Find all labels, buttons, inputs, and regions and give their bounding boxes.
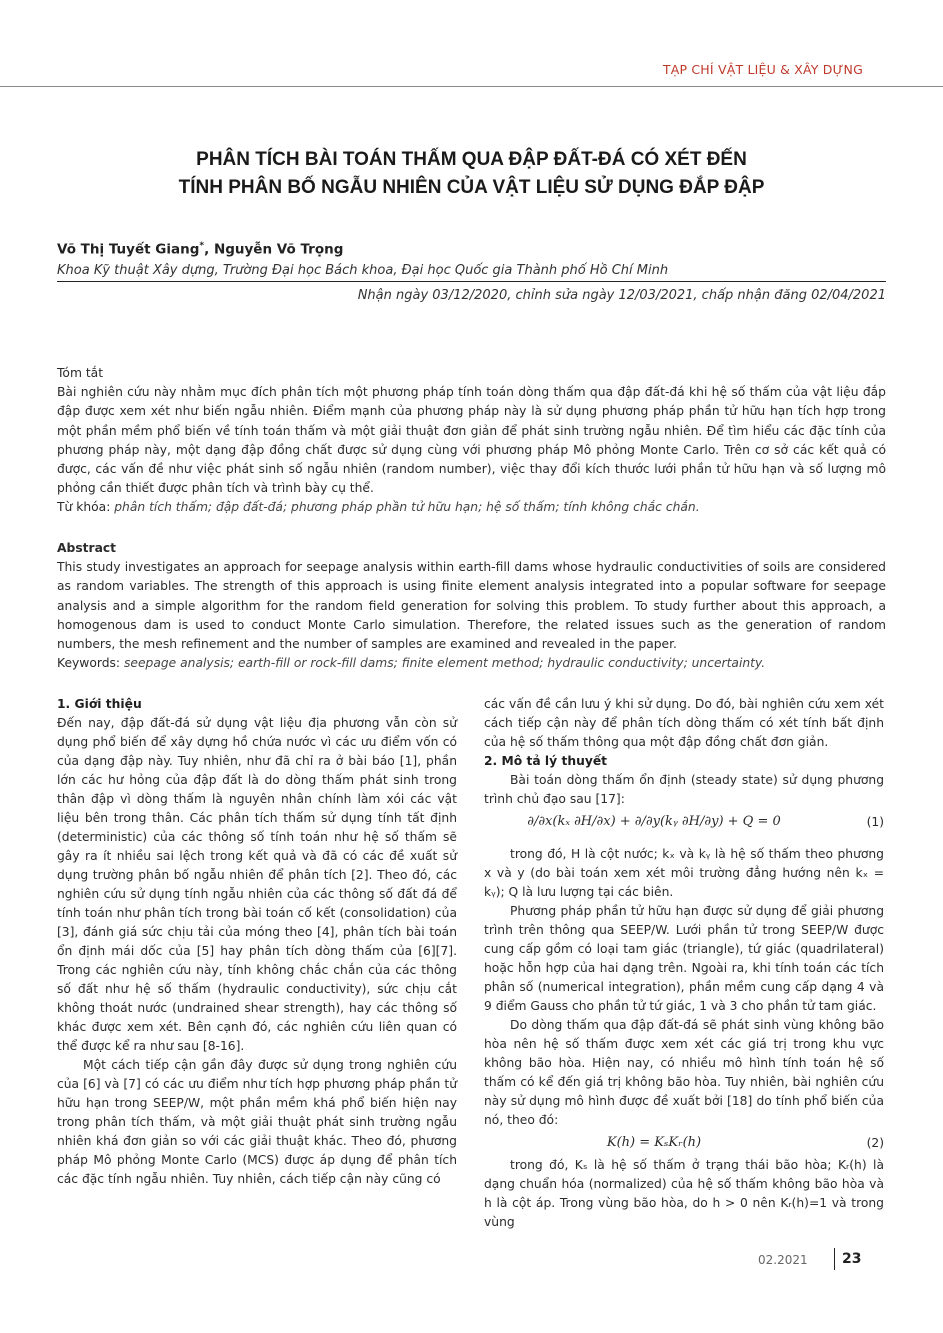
intro-paragraph-1: Đến nay, đập đất-đá sử dụng vật liệu địa phương vẫn còn sử dụng phổ biến để xây dựng hồ chứa nước vì các ưu điểm vốn có của dạng đập này. Tuy nhiên, như đã chỉ ra ở bài báo [1], phần lớn các hư hỏng của đập đất là do dòng thấm phát sinh trong thân đập vì dòng thấm là nguyên nhân chính làm xói các vật liệu bên trong thân. Các phân tích thấm sử dụng tính tất định (deterministic) của các thông số tính toán như hệ số thấm sẽ gây ra ít nhiều sai lệch trong kết quả và đã có các đề xuất sử dụng trường phân bố ngẫu nhiên để phân tích [2]. Theo đó, các nghiên cứu sử dụng tính ngẫu nhiên của các thông số đất đá để tính toán như phân tích trong bài toán cố kết (consolidation) của [3], đánh giá sức chịu tải của móng theo [4], phân tích bài toán ổn định mái dốc của [5] hay phân tích dòng thấm của [6][7]. Trong các nghiên cứu này, tính không chắc chắn của các thông số đất như hệ số thấm (hydraulic conductivity), sức chịu cắt không thoát nước (undrained shear strength), hay các thông số khác được xem xét. Bên cạnh đó, các nghiên cứu liên quan có thể được kể ra như sau [8-16]. — [57, 716, 457, 1053]
equation-2-number: (2) — [866, 1136, 884, 1150]
summary-body: Bài nghiên cứu này nhằm mục đích phân tích một phương pháp tính toán dòng thấm qua đập đất-đá khi hệ số thấm của vật liệu đắp đập được xem xét như biến ngẫu nhiên. Điểm mạnh của phương pháp này là sử dụng phương pháp phần tử hữu hạn tích hợp trong một phần mềm phổ biến về tính toán thấm và một giải thuật đơn giản để phát sinh trường ngẫu nhiên. Để tìm hiểu các đặc tính của phương pháp này, một dạng đập đồng chất được sử dụng cùng với phương pháp Mô phỏng Monte Carlo. Trên cơ sở các kết quả có được, các vấn đề như việc phát sinh số ngẫu nhiên (random number), việc thay đổi kích thước lưới phần tử hữu hạn và số lượng mô phỏng cần thiết được phân tích và trình bày cụ thể. — [57, 385, 886, 496]
equation-1-explanation: trong đó, H là cột nước; kₓ và kᵧ là hệ số thấm theo phương x và y (do bài toán xem xét môi trường đẳng hướng nên kₓ = kᵧ); Q là lưu lượng tại các biên. — [484, 847, 884, 899]
saturation-paragraph: Do dòng thấm qua đập đất-đá sẽ phát sinh vùng không bão hòa nên hệ số thấm được xem xét các giá trị trong khu vực không bão hòa. Hiện nay, có nhiều mô hình tính toán hệ số thấm có kể đến giá trị không bão hòa. Tuy nhiên, bài nghiên cứu này sử dụng mô hình được đề xuất bởi [18] do tính phổ biến của nó, theo đó: — [484, 1018, 884, 1127]
keywords-vi — [57, 498, 886, 517]
footer-issue: 02.2021 — [758, 1253, 808, 1267]
article-title — [60, 146, 883, 202]
abstract-en — [57, 539, 886, 673]
abstract-body: This study investigates an approach for seepage analysis within earth-fill dams whose hydraulic conductivities of soils are considered as random variables. The strength of this approach is using finite element analysis integrated into a popular software for seepage analysis and a simple algorithm for the random field generation for solving this problem. To study further about this approach, a homogenous dam is used to conduct Monte Carlo simulation. Therefore, the related issues such as the generation of random numbers, the mesh refinement and the number of samples are examined and revealed in the paper. — [57, 560, 886, 652]
theory-intro: Bài toán dòng thấm ổn định (steady state) sử dụng phương trình chủ đạo sau [17]: — [484, 773, 884, 806]
submission-dates: Nhận ngày 03/12/2020, chỉnh sửa ngày 12/03/2021, chấp nhận đăng 02/04/2021 — [357, 288, 886, 303]
summary-vi — [57, 364, 886, 518]
intro-paragraph-2: Một cách tiếp cận gần đây được sử dụng trong nghiên cứu của [6] và [7] có các ưu điểm như tích hợp phương pháp phần tử hữu hạn trong SEEP/W, một phần mềm khá phổ biến hiện nay trong phân tích thấm, và một giải thuật phát sinh trường ngẫu nhiên khá đơn giản so với các giải thuật khác. Theo đó, phương pháp Mô phỏng Monte Carlo (MCS) được áp dụng để phân tích các đặc tính ngẫu nhiên. Tuy nhiên, cách tiếp cận này cũng có — [57, 1058, 457, 1186]
equation-1-number: (1) — [866, 815, 884, 829]
intro-paragraph-cont: các vấn đề cần lưu ý khi sử dụng. Do đó, bài nghiên cứu xem xét cách tiếp cận này để phân tích dòng thấm có xét tính bất định của hệ số thấm thông qua một đập đồng chất đơn giản. — [484, 697, 884, 749]
left-column — [57, 695, 457, 1189]
keywords-vi-text: phân tích thấm; đập đất-đá; phương pháp phần tử hữu hạn; hệ số thấm; tính không chắc chắn. — [114, 500, 700, 515]
section-1-title: 1. Giới thiệu — [57, 697, 142, 711]
equation-2-body: K(h) = KₛKᵣ(h) — [606, 1135, 702, 1150]
footer-divider — [834, 1248, 835, 1270]
summary-heading: Tóm tắt — [57, 366, 104, 380]
page-number: 23 — [842, 1251, 862, 1267]
author-2: Nguyễn Võ Trọng — [213, 241, 344, 258]
header-divider — [0, 86, 943, 87]
abstract-heading: Abstract — [57, 541, 117, 555]
keywords-en-label: Keywords: — [57, 656, 124, 671]
author-list — [57, 241, 343, 258]
equation-1 — [484, 809, 884, 835]
title-line-1: PHÂN TÍCH BÀI TOÁN THẤM QUA ĐẬP ĐẤT-ĐÁ CÓ XÉT ĐẾN — [196, 149, 747, 170]
author-separator: , — [204, 241, 214, 258]
equation-2 — [484, 1130, 884, 1156]
corresponding-mark: * — [199, 241, 205, 251]
journal-name: TẠP CHÍ VẬT LIỆU & XÂY DỰNG — [662, 62, 863, 77]
keywords-en — [57, 654, 886, 673]
equation-1-body: ∂/∂x(kₓ ∂H/∂x) + ∂/∂y(kᵧ ∂H/∂y) + Q = 0 — [527, 814, 781, 829]
author-1: Võ Thị Tuyết Giang — [57, 241, 200, 258]
title-line-2: TÍNH PHÂN BỐ NGẪU NHIÊN CỦA VẬT LIỆU SỬ DỤNG ĐẮP ĐẬP — [178, 177, 765, 198]
keywords-en-text: seepage analysis; earth-fill or rock-fill dams; finite element method; hydraulic conductivity; uncertainty. — [123, 656, 766, 671]
affiliation: Khoa Kỹ thuật Xây dựng, Trường Đại học Bách khoa, Đại học Quốc gia Thành phố Hồ Chí Minh — [57, 263, 886, 282]
keywords-vi-label: Từ khóa: — [57, 500, 115, 515]
equation-2-explanation: trong đó, Kₛ là hệ số thấm ở trạng thái bão hòa; Kᵣ(h) là dạng chuẩn hóa (normalized) của hệ số thấm không bão hòa và h là cột áp. Trong vùng bão hòa, do h > 0 nên Kᵣ(h)=1 và trong vùng — [484, 1158, 884, 1229]
fem-paragraph: Phương pháp phần tử hữu hạn được sử dụng để giải phương trình trên thông qua SEEP/W. Lưới phần tử trong SEEP/W được cung cấp gồm có loại tam giác (triangle), tứ giác (quadrilateral) hoặc hỗn hợp của hai dạng trên. Ngoài ra, khi tính toán các tích phân số (numerical integration), phần mềm cung cấp dạng 4 và 9 điểm Gauss cho phần tử tứ giác, 1 và 3 cho phần tử tam giác. — [484, 904, 884, 1013]
right-column — [484, 695, 884, 1232]
section-2-title: 2. Mô tả lý thuyết — [484, 754, 608, 768]
